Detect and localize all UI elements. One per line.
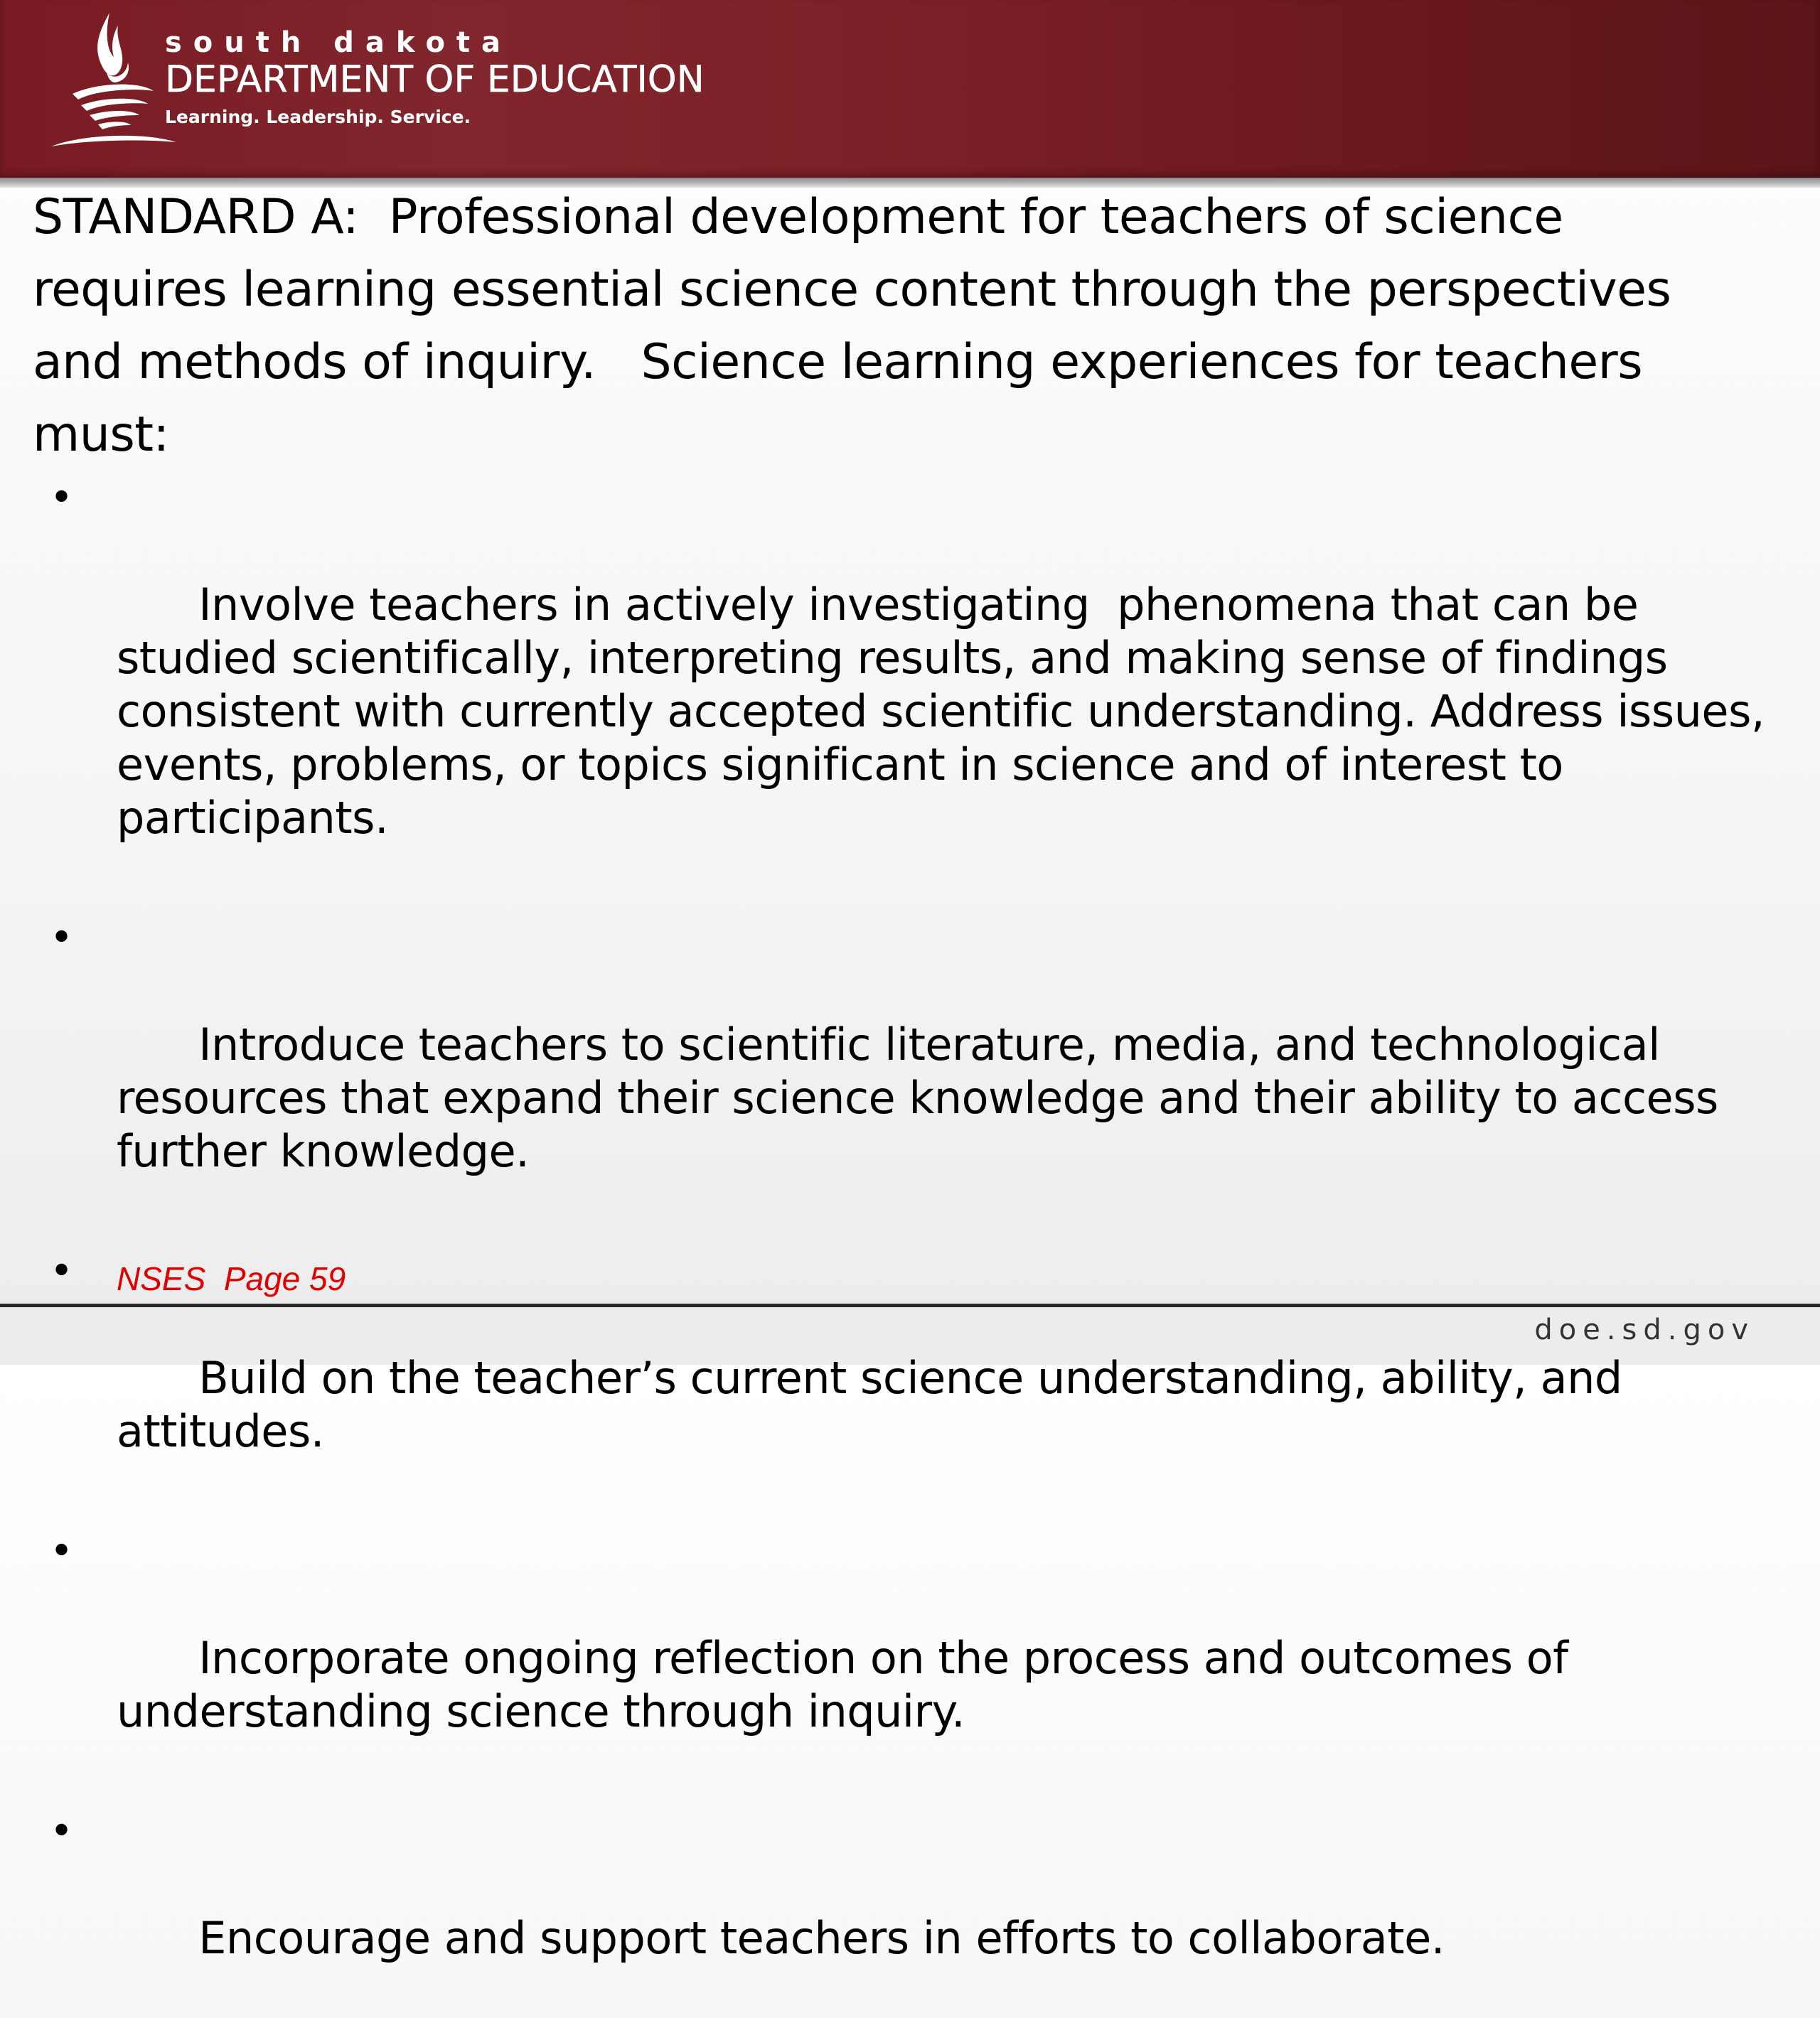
org-name-state: south dakota — [165, 26, 513, 59]
website-url: doe.sd.gov — [1534, 1314, 1755, 1346]
org-logo-text — [165, 27, 705, 134]
flame-torch-icon — [47, 7, 182, 149]
list-item-text: Encourage and support teachers in efforts to collaborate. — [198, 1912, 1445, 1964]
list-item — [33, 911, 1767, 1231]
requirements-list — [33, 471, 1779, 2018]
bullet-icon: • — [50, 475, 73, 521]
org-name-department: DEPARTMENT OF EDUCATION — [165, 58, 705, 101]
source-citation: NSES Page 59 — [117, 1260, 346, 1297]
standard-statement: STANDARD A: Professional development for teachers of science requires learning essential science content through the perspectives and methods of inquiry. Science learning experiences for teachers must: — [33, 189, 1686, 463]
list-item-text: Involve teachers in actively investigating phenomena that can be studied scientifically, interpreting results, and making sense of findings consistent with currently accepted scientific understanding. Address issues, events, problems, or topics significant in science and of interest to participants. — [117, 579, 1779, 844]
bullet-icon: • — [50, 1528, 73, 1574]
org-tagline: Learning. Leadership. Service. — [165, 107, 471, 127]
list-item — [33, 1525, 1767, 1791]
header-banner — [0, 0, 1820, 178]
list-item-text: Build on the teacher’s current science understanding, ability, and attitudes. — [117, 1352, 1636, 1457]
list-item — [33, 471, 1779, 898]
bullet-icon: • — [50, 915, 73, 961]
list-item-text: Incorporate ongoing reflection on the process and outcomes of understanding science through inquiry. — [117, 1632, 1582, 1737]
bullet-icon: • — [50, 1248, 73, 1294]
slide-body — [33, 181, 1779, 2018]
list-item-text: Introduce teachers to scientific literature, media, and technological resources that expand their science knowledge and their ability to access further knowledge. — [117, 1019, 1733, 1177]
list-item — [33, 1805, 1767, 2018]
bullet-icon: • — [50, 1808, 73, 1855]
footer-divider — [0, 1304, 1820, 1307]
